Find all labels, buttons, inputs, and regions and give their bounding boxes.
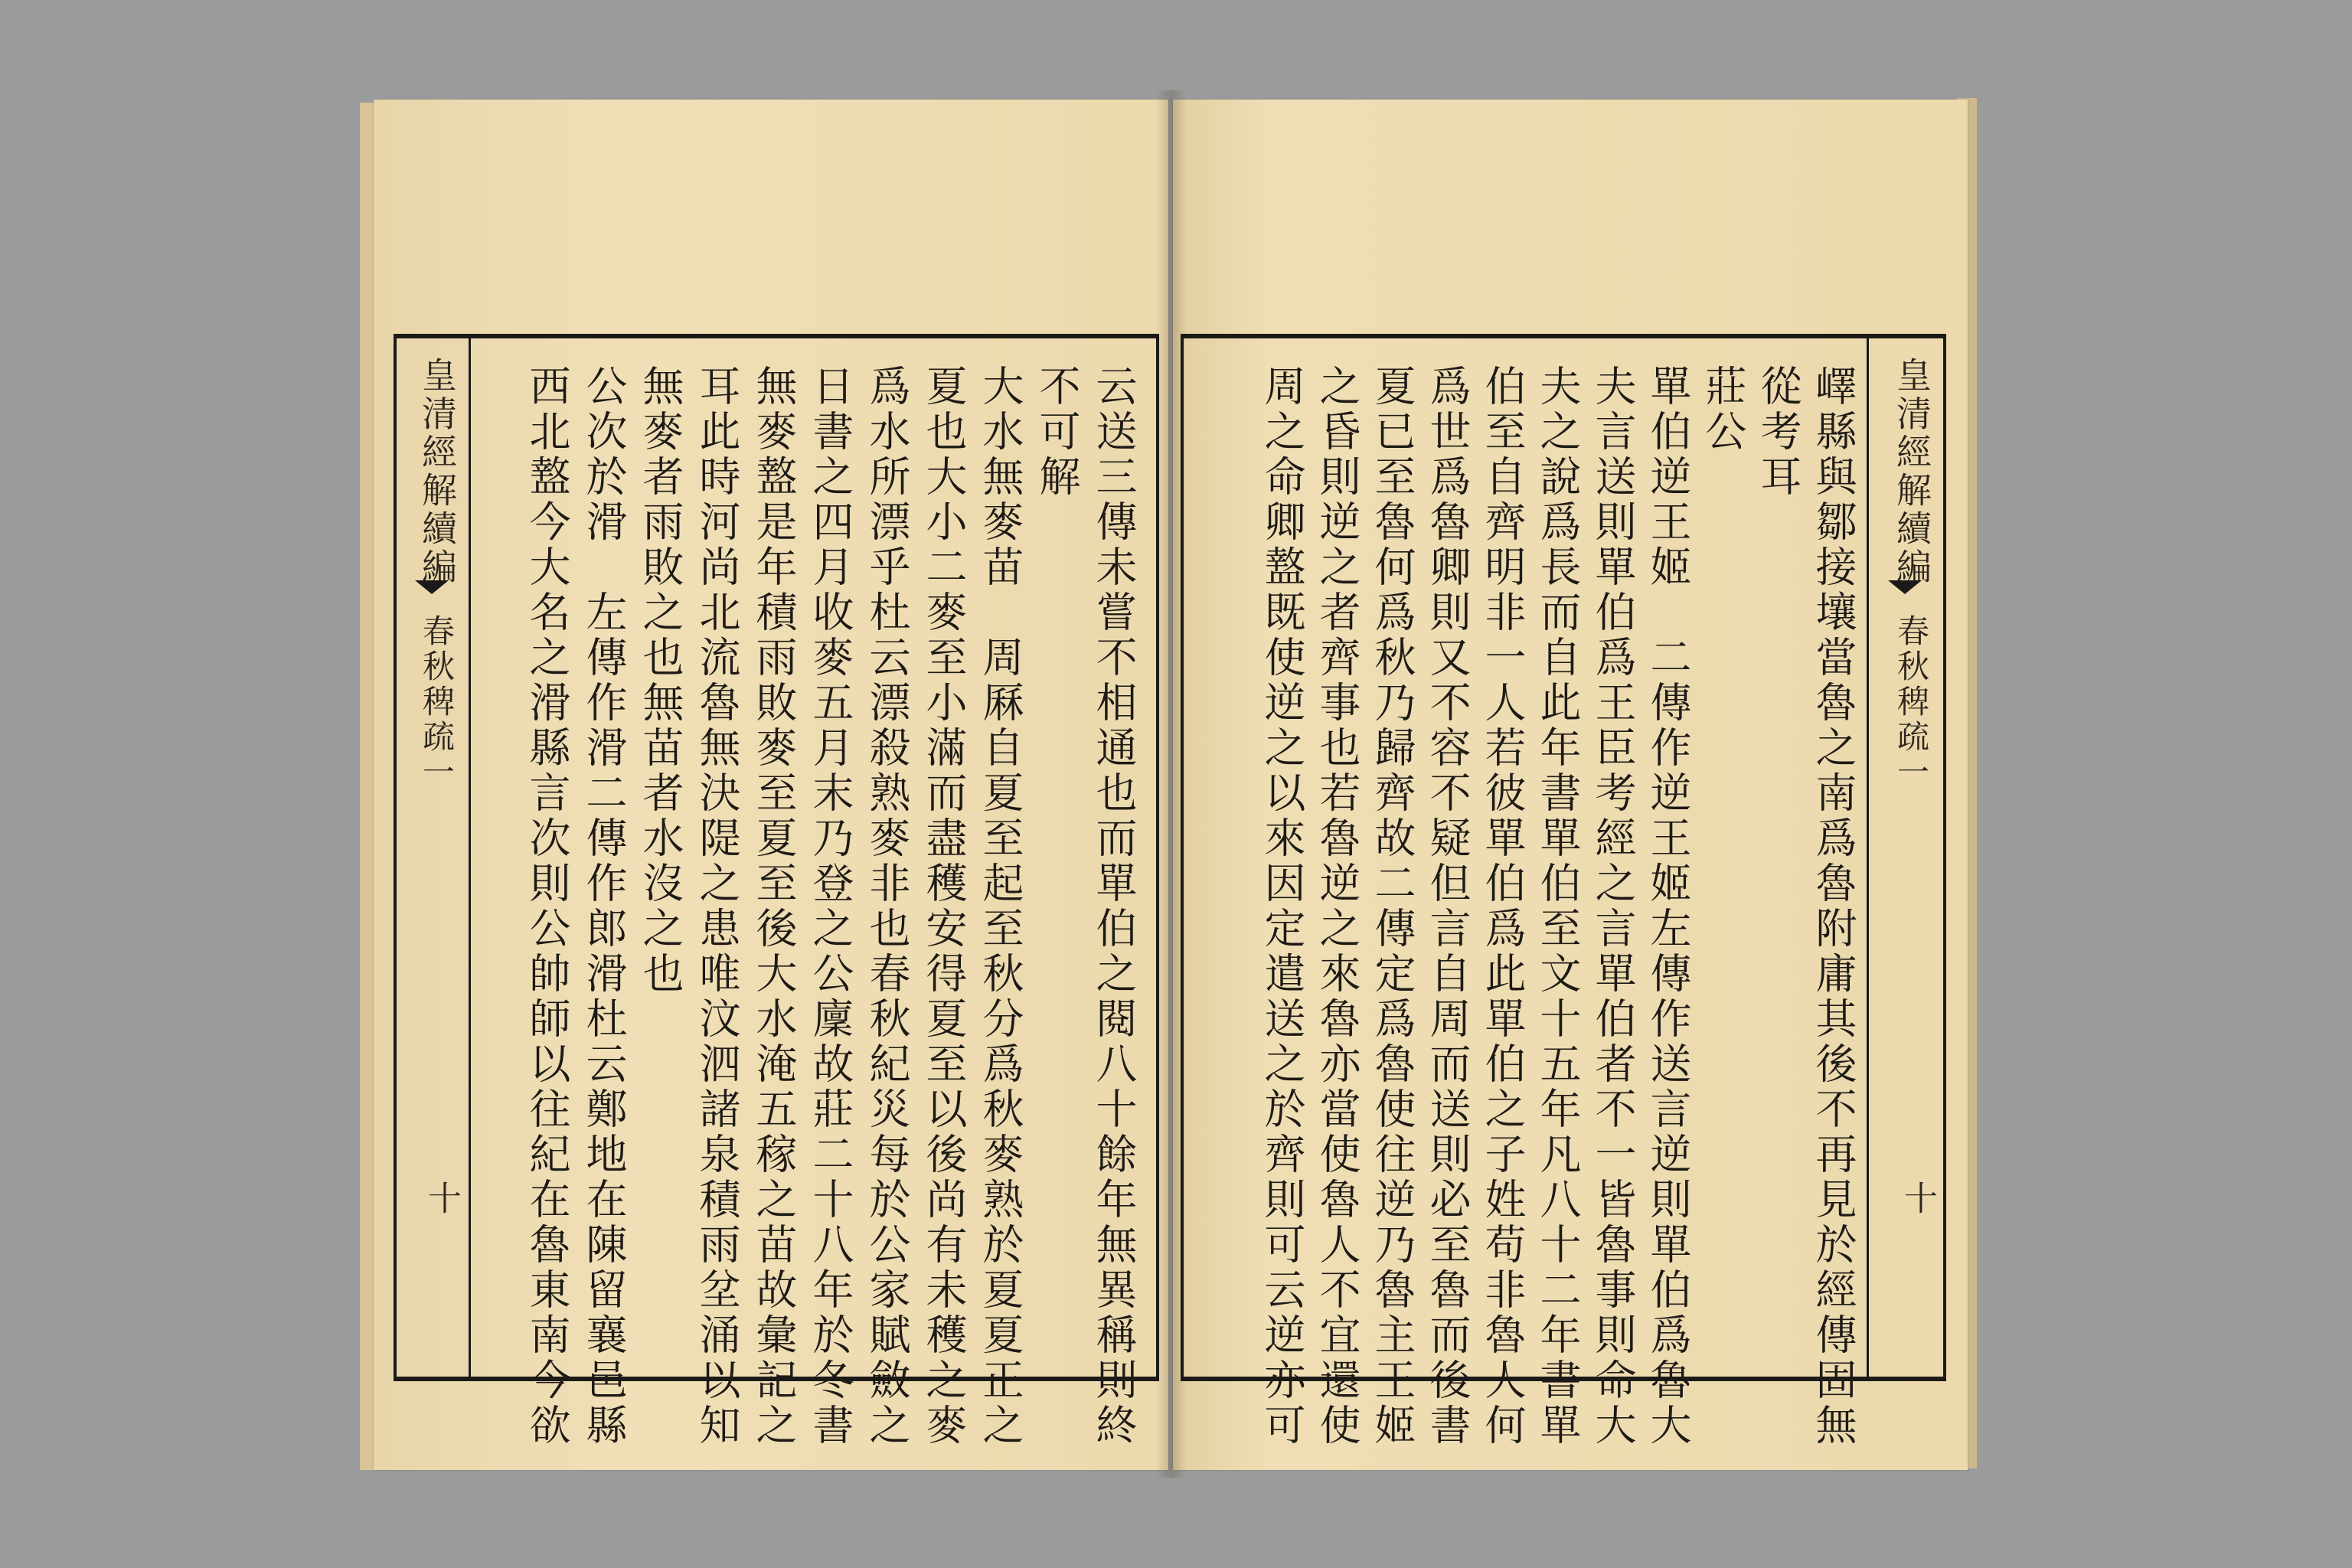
right-col-7: 伯至自齊明非一人若彼單伯爲此單伯之子姓苟非魯人何: [1478, 364, 1527, 1449]
right-col-4: 單伯逆王姬 二傳作逆王姬左傳作送言逆則單伯爲魯大: [1644, 364, 1692, 1449]
left-col-8: 耳此時河尚北流魯無決隄之患唯汶泗諸泉積雨坌涌以知: [693, 364, 741, 1449]
left-col-10: 公次於滑 左傳作滑二傳作郎滑杜云鄭地在陳留襄邑縣: [580, 364, 628, 1449]
right-margin-rule: [1867, 338, 1869, 1377]
left-col-6: 日書之四月收麥五月末乃登之公廩故莊二十八年於冬書: [806, 364, 854, 1449]
left-fish-tail-mark: [415, 580, 449, 594]
left-section-label: 春秋稗疏一: [418, 614, 456, 790]
right-col-1: 嶧縣與鄒接壤當魯之南爲魯附庸其後不再見於經傳固無: [1809, 364, 1857, 1449]
left-col-11: 西北盩今大名之滑縣言次則公帥師以往紀在魯東南今欲: [523, 364, 571, 1449]
left-margin-rule: [469, 338, 471, 1377]
left-col-3: 大水無麥苗 周厤自夏至起至秋分爲秋麥熟於夏夏正之: [976, 364, 1024, 1449]
left-page-number: 十: [422, 1181, 461, 1214]
right-col-3: 莊公: [1699, 364, 1747, 455]
left-col-2: 不可解: [1033, 364, 1081, 500]
right-col-9: 夏已至魯何爲秋乃歸齊故二傳定爲魯使往逆乃魯主王姬: [1368, 364, 1416, 1449]
right-col-6: 夫之說爲長而自此年書單伯至文十五年凡八十二年書單: [1534, 364, 1582, 1449]
right-frame-border-right: [1943, 338, 1946, 1377]
right-col-11: 周之命卿盩既使逆之以來因定遣送之於齊則可云逆亦可: [1258, 364, 1306, 1449]
right-col-5: 夫言送則單伯爲王臣考經之言單伯者不一皆魯事則命大: [1589, 364, 1637, 1449]
right-fish-tail-mark: [1888, 580, 1922, 594]
right-frame-border-left: [1181, 338, 1184, 1377]
right-col-2: 從考耳: [1754, 364, 1802, 500]
left-col-1: 云送三傳未嘗不相通也而單伯之閱八十餘年無異稱則終: [1089, 364, 1138, 1449]
open-book: [360, 90, 1977, 1478]
left-col-4: 夏也大小二麥至小滿而盡穫安得夏至以後尚有未穫之麥: [920, 364, 968, 1449]
left-margin-title: 皇清經解續編: [416, 357, 458, 586]
right-col-8: 爲世爲魯卿則又不容不疑但言自周而送則必至魯而後書: [1423, 364, 1472, 1449]
right-section-label: 春秋稗疏一: [1893, 614, 1930, 790]
left-col-9: 無麥者雨敗之也無苗者水沒之也: [636, 364, 684, 997]
right-text-frame: [1181, 334, 1946, 1449]
left-frame-border-left: [394, 338, 397, 1377]
left-frame-border-right: [1156, 338, 1159, 1377]
right-page-number: 十: [1898, 1181, 1937, 1214]
right-margin-title: 皇清經解續編: [1891, 357, 1932, 586]
left-text-frame: [394, 334, 1159, 1449]
right-col-10: 之昏則逆之者齊事也若魯逆之來魯亦當使魯人不宜還使: [1313, 364, 1361, 1449]
left-col-5: 爲水所漂乎杜云漂殺熟麥非也春秋紀災每於公家賦斂之: [863, 364, 911, 1449]
left-col-7: 無麥盩是年積雨敗麥至夏至後大水淹五稼之苗故彙記之: [750, 364, 798, 1449]
